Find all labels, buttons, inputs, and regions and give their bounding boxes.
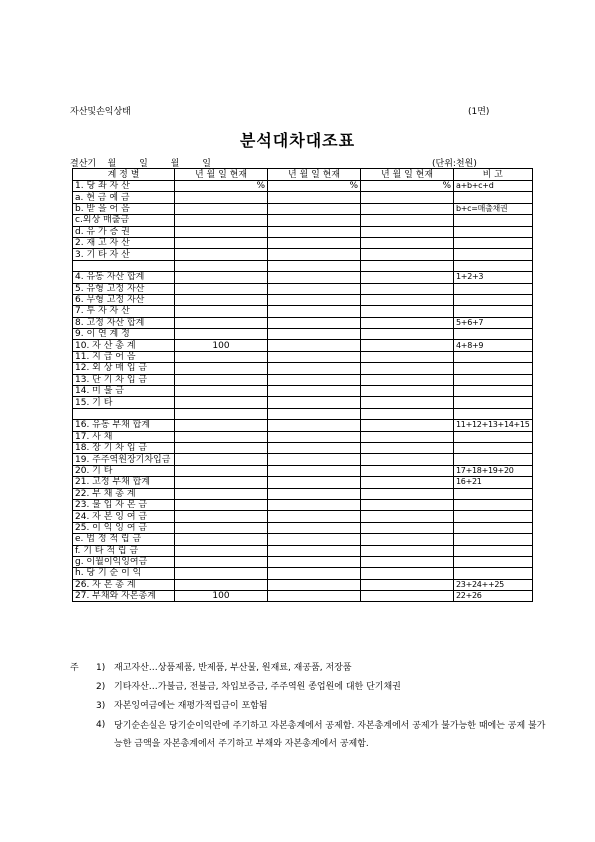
remark-cell: 4+8+9 [454, 340, 533, 351]
remark-cell [454, 534, 533, 545]
table-row [73, 351, 533, 362]
table-row [73, 579, 533, 590]
value-cell [175, 579, 268, 590]
table-row [73, 249, 533, 260]
account-label-cell: 24. 자 본 잉 여 금 [73, 511, 175, 522]
account-label-cell: 5. 유형 고정 자산 [73, 283, 175, 294]
value-cell [268, 522, 361, 533]
value-cell [361, 340, 454, 351]
value-cell [268, 556, 361, 567]
account-label-cell: 26. 자 본 총 계 [73, 579, 175, 590]
value-cell [175, 306, 268, 317]
value-cell [268, 454, 361, 465]
value-cell [175, 203, 268, 214]
footnote-number: 1) [96, 663, 106, 673]
table-row [73, 591, 533, 602]
value-cell [361, 499, 454, 510]
remark-cell [454, 283, 533, 294]
remark-cell [454, 363, 533, 374]
remark-cell [454, 215, 533, 226]
account-label-cell: f. 기 타 적 립 금 [73, 545, 175, 556]
account-label-cell: 11. 지 급 어 음 [73, 351, 175, 362]
value-cell [268, 477, 361, 488]
table-row [73, 181, 533, 192]
value-cell [268, 488, 361, 499]
table-row [73, 511, 533, 522]
table-row [73, 408, 533, 419]
account-label-cell: b. 받 을 어 음 [73, 203, 175, 214]
value-cell [175, 192, 268, 203]
value-cell [268, 511, 361, 522]
table-row [73, 260, 533, 271]
remark-cell [454, 237, 533, 248]
value-cell [175, 477, 268, 488]
value-cell [361, 465, 454, 476]
value-cell [361, 351, 454, 362]
value-cell [361, 591, 454, 602]
table-row [73, 477, 533, 488]
value-cell: % [175, 181, 268, 192]
remark-cell [454, 522, 533, 533]
value-cell [361, 534, 454, 545]
table-row [73, 431, 533, 442]
remark-cell: 17+18+19+20 [454, 465, 533, 476]
value-cell [175, 317, 268, 328]
value-cell [175, 420, 268, 431]
value-cell [268, 294, 361, 305]
account-label-cell [73, 408, 175, 419]
value-cell [361, 397, 454, 408]
account-label-cell: 7. 투 자 자 산 [73, 306, 175, 317]
value-cell [361, 545, 454, 556]
table-row [73, 397, 533, 408]
value-cell [268, 568, 361, 579]
account-label-cell: 8. 고정 자산 합계 [73, 317, 175, 328]
remark-cell: 5+6+7 [454, 317, 533, 328]
account-label-cell: c.외상 매출금 [73, 215, 175, 226]
value-cell [268, 545, 361, 556]
account-label-cell: e. 법 정 적 립 금 [73, 534, 175, 545]
value-cell [175, 522, 268, 533]
remark-cell [454, 306, 533, 317]
footnote-number: 2) [96, 682, 106, 692]
value-cell [268, 397, 361, 408]
account-label-cell: 14. 미 불 금 [73, 386, 175, 397]
value-cell [361, 215, 454, 226]
footnote-text: 자본잉여금에는 재평가적립금이 포함됨 [114, 701, 268, 711]
value-cell [361, 374, 454, 385]
table-row [73, 363, 533, 374]
value-cell [175, 260, 268, 271]
value-cell [175, 556, 268, 567]
value-cell [361, 260, 454, 271]
table-row [73, 465, 533, 476]
table-row [73, 294, 533, 305]
remark-cell [454, 249, 533, 260]
table-row [73, 192, 533, 203]
value-cell [361, 568, 454, 579]
account-label-cell [73, 260, 175, 271]
value-cell [361, 477, 454, 488]
table-row [73, 283, 533, 294]
value-cell [361, 556, 454, 567]
column-header: 년 월 일 현재 [361, 169, 454, 181]
value-cell [361, 317, 454, 328]
remark-cell: 22+26 [454, 591, 533, 602]
table-row [73, 386, 533, 397]
value-cell [361, 454, 454, 465]
table-header-row [73, 169, 533, 181]
table-row [73, 374, 533, 385]
value-cell: % [268, 181, 361, 192]
remark-cell [454, 408, 533, 419]
value-cell [361, 579, 454, 590]
value-cell [175, 329, 268, 340]
remark-cell [454, 499, 533, 510]
value-cell [175, 545, 268, 556]
column-header: 년 월 일 현재 [175, 169, 268, 181]
remark-cell [454, 442, 533, 453]
value-cell [361, 511, 454, 522]
remark-cell [454, 374, 533, 385]
account-label-cell: d. 유 가 증 권 [73, 226, 175, 237]
table-row [73, 534, 533, 545]
value-cell [268, 442, 361, 453]
table-row [73, 556, 533, 567]
value-cell [268, 283, 361, 294]
value-cell [361, 408, 454, 419]
table-row [73, 568, 533, 579]
value-cell [175, 397, 268, 408]
account-label-cell: 10. 자 산 총 계 [73, 340, 175, 351]
table-row [73, 522, 533, 533]
remark-cell [454, 431, 533, 442]
value-cell [268, 260, 361, 271]
value-cell [175, 351, 268, 362]
table-row [73, 226, 533, 237]
value-cell [361, 386, 454, 397]
value-cell [175, 363, 268, 374]
remark-cell [454, 386, 533, 397]
value-cell [361, 306, 454, 317]
value-cell [268, 192, 361, 203]
table-row [73, 272, 533, 283]
value-cell [175, 386, 268, 397]
footnote-text: 당기순손실은 당기순이익란에 주기하고 자본총계에서 공제함. 자본총계에서 공제가 불가능한 때에는 공제 불가능한 금액을 자본총계에서 주기하고 부채와 자본총계에서 공제함. [114, 721, 546, 749]
account-label-cell: 23. 불 입 자 본 금 [73, 499, 175, 510]
value-cell [361, 272, 454, 283]
value-cell [361, 522, 454, 533]
account-label-cell: 27. 부채와 자본총계 [73, 591, 175, 602]
table-row [73, 203, 533, 214]
remark-cell [454, 397, 533, 408]
value-cell [268, 374, 361, 385]
remark-cell: b+c=매출채권 [454, 203, 533, 214]
value-cell [268, 340, 361, 351]
column-header: 계 정 별 [73, 169, 175, 181]
value-cell [361, 363, 454, 374]
value-cell [175, 272, 268, 283]
remark-cell [454, 568, 533, 579]
page-number: (1면) [468, 107, 490, 117]
value-cell [268, 465, 361, 476]
value-cell [175, 568, 268, 579]
value-cell [175, 226, 268, 237]
remark-cell [454, 454, 533, 465]
table-row [73, 306, 533, 317]
remark-cell: 1+2+3 [454, 272, 533, 283]
value-cell: 100 [175, 340, 268, 351]
value-cell [175, 283, 268, 294]
value-cell [361, 192, 454, 203]
balance-sheet-table [72, 168, 533, 602]
value-cell [175, 408, 268, 419]
value-cell [361, 249, 454, 260]
account-label-cell: g. 이월이익잉여금 [73, 556, 175, 567]
value-cell [175, 237, 268, 248]
header-left-label: 자산및손익상태 [70, 107, 131, 117]
remark-cell [454, 511, 533, 522]
account-label-cell: 12. 외 상 매 입 금 [73, 363, 175, 374]
table-row [73, 420, 533, 431]
remark-cell [454, 226, 533, 237]
value-cell [268, 329, 361, 340]
table-row [73, 454, 533, 465]
table-row [73, 499, 533, 510]
value-cell [268, 363, 361, 374]
remark-cell [454, 329, 533, 340]
value-cell [175, 431, 268, 442]
value-cell [268, 306, 361, 317]
value-cell [268, 226, 361, 237]
account-label-cell: 6. 무형 고정 자산 [73, 294, 175, 305]
value-cell [361, 283, 454, 294]
value-cell [175, 465, 268, 476]
column-header: 비 고 [454, 169, 533, 181]
account-label-cell: 25. 이 익 잉 여 금 [73, 522, 175, 533]
remark-cell [454, 545, 533, 556]
value-cell [268, 237, 361, 248]
unit-label: (단위:천원) [432, 159, 477, 169]
account-label-cell: 17. 사 채 [73, 431, 175, 442]
value-cell [361, 203, 454, 214]
value-cell [175, 534, 268, 545]
remark-cell [454, 192, 533, 203]
value-cell [175, 511, 268, 522]
value-cell [175, 488, 268, 499]
value-cell [175, 442, 268, 453]
footnote-text: 기타자산…가불금, 전불금, 차입보증금, 주주역원 종업원에 대한 단기채권 [114, 682, 401, 692]
value-cell [268, 203, 361, 214]
value-cell [361, 488, 454, 499]
table-row [73, 329, 533, 340]
footnote-mark: 주 [70, 663, 79, 673]
value-cell [268, 534, 361, 545]
account-label-cell: 19. 주주역원장기차입금 [73, 454, 175, 465]
table-row [73, 442, 533, 453]
value-cell [175, 454, 268, 465]
table-row [73, 545, 533, 556]
remark-cell [454, 294, 533, 305]
value-cell [175, 374, 268, 385]
value-cell [268, 215, 361, 226]
account-label-cell: 21. 고정 부채 합계 [73, 477, 175, 488]
value-cell [268, 591, 361, 602]
value-cell [361, 420, 454, 431]
value-cell [175, 499, 268, 510]
value-cell: 100 [175, 591, 268, 602]
account-label-cell: a. 현 금 예 금 [73, 192, 175, 203]
value-cell [361, 329, 454, 340]
account-label-cell: 9. 이 연 계 정 [73, 329, 175, 340]
account-label-cell: h. 당 기 순 이 익 [73, 568, 175, 579]
value-cell [268, 431, 361, 442]
account-label-cell: 15. 기 타 [73, 397, 175, 408]
account-label-cell: 2. 재 고 자 산 [73, 237, 175, 248]
value-cell [175, 215, 268, 226]
remark-cell [454, 488, 533, 499]
value-cell: % [361, 181, 454, 192]
footnote-number: 3) [96, 701, 106, 711]
account-label-cell: 13. 단 기 차 입 금 [73, 374, 175, 385]
value-cell [268, 351, 361, 362]
value-cell [361, 226, 454, 237]
value-cell [361, 237, 454, 248]
footnote-text: 재고자산…상품제품, 반제품, 부산물, 원재료, 재공품, 저장품 [114, 663, 352, 673]
value-cell [268, 420, 361, 431]
remark-cell [454, 260, 533, 271]
page-title: 분석대차대조표 [239, 131, 356, 150]
remark-cell: a+b+c+d [454, 181, 533, 192]
table-row [73, 340, 533, 351]
account-label-cell: 3. 기 타 자 산 [73, 249, 175, 260]
remark-cell: 23+24++25 [454, 579, 533, 590]
table-row [73, 215, 533, 226]
value-cell [175, 249, 268, 260]
table-body [73, 181, 533, 602]
table-row [73, 317, 533, 328]
value-cell [268, 317, 361, 328]
period-label: 결산기 월 일 월 일 [70, 159, 211, 169]
value-cell [268, 579, 361, 590]
remark-cell: 16+21 [454, 477, 533, 488]
account-label-cell: 20. 기 타 [73, 465, 175, 476]
value-cell [268, 499, 361, 510]
remark-cell [454, 351, 533, 362]
account-label-cell: 18. 장 기 차 입 금 [73, 442, 175, 453]
value-cell [268, 408, 361, 419]
footnote-number: 4) [96, 720, 106, 730]
account-label-cell: 22. 부 채 총 계 [73, 488, 175, 499]
value-cell [361, 442, 454, 453]
table-row [73, 237, 533, 248]
column-header: 년 월 일 현재 [268, 169, 361, 181]
value-cell [268, 272, 361, 283]
value-cell [175, 294, 268, 305]
table-row [73, 488, 533, 499]
value-cell [361, 431, 454, 442]
account-label-cell: 16. 유동 부채 합계 [73, 420, 175, 431]
account-label-cell: 4. 유동 자산 합계 [73, 272, 175, 283]
value-cell [268, 249, 361, 260]
account-label-cell: 1. 당 좌 자 산 [73, 181, 175, 192]
value-cell [268, 386, 361, 397]
remark-cell: 11+12+13+14+15 [454, 420, 533, 431]
value-cell [361, 294, 454, 305]
remark-cell [454, 556, 533, 567]
